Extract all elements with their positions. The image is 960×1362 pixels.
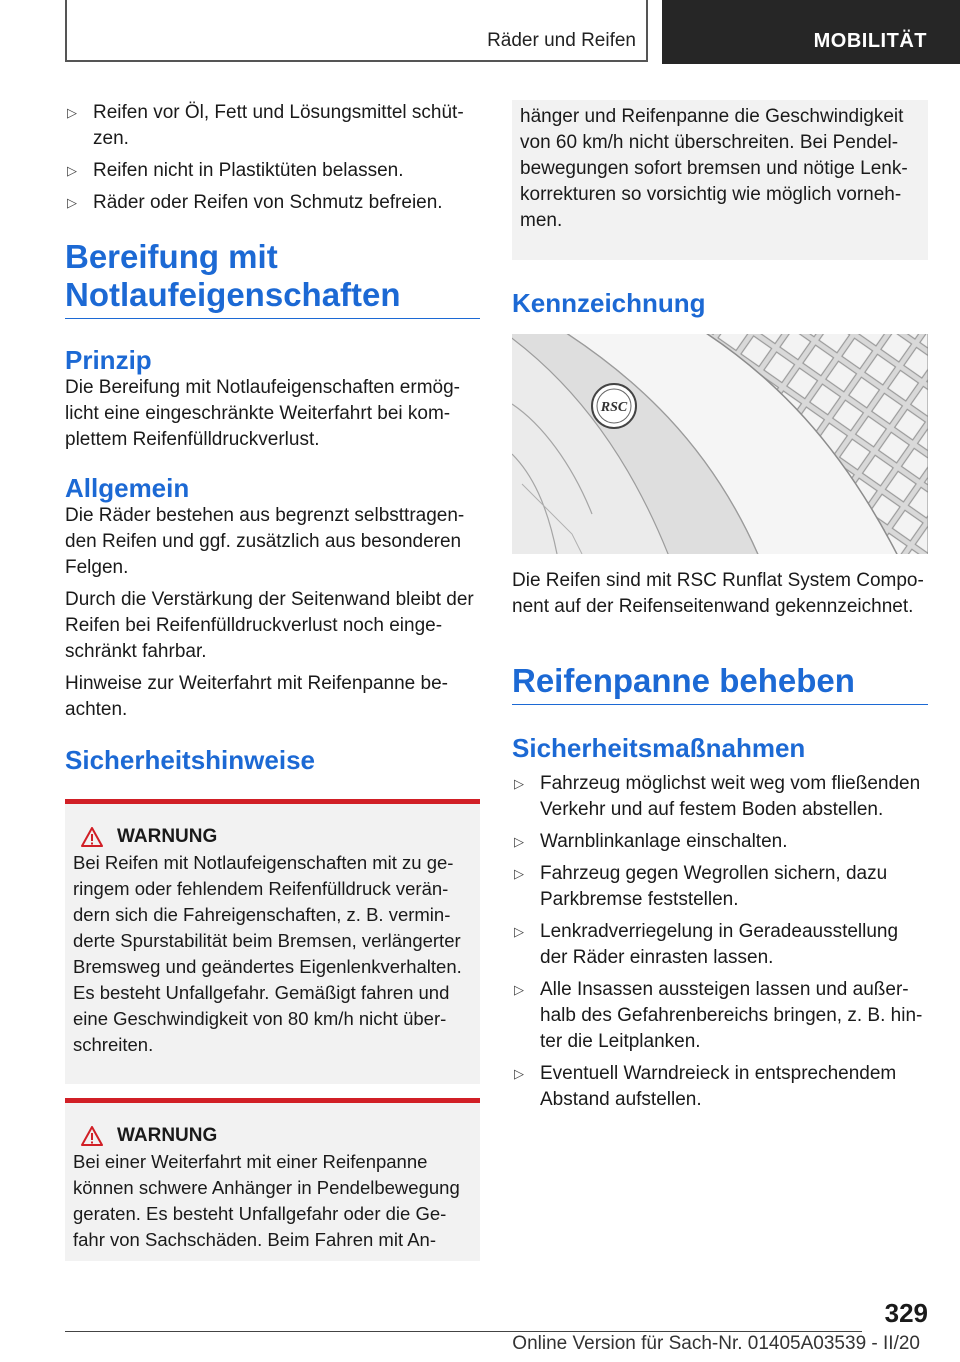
- warning-text-2: Bei einer Weiterfahrt mit einer Reifenpanne können schwere Anhänger in Pendelbewegung geraten. Es besteht Unfallgefahr oder die Ge-fahr von Sachschäden. Beim Fahren mit An-: [73, 1151, 460, 1250]
- triangle-bullet-icon: ▷: [514, 924, 524, 939]
- list-item: ▷ Alle Insassen aussteigen lassen und außer-halb des Gefahrenbereichs bringen, z. B. hin-ter die Leitplanken.: [514, 979, 923, 1052]
- footer-divider: [65, 1331, 862, 1332]
- triangle-bullet-icon: ▷: [67, 163, 77, 178]
- warning-box-2: [65, 1098, 480, 1261]
- warning-text-1: Bei Reifen mit Notlaufeigenschaften mit zu ge-ringem oder fehlendem Reifenfülldruck verän-dern sich die Fahreigenschaften, z. B. vermin-derte Spurstabilität beim Bremsen, verlängerter Bremsweg und geändertes Eigenlenkverhalten. Es besteht Unfallgefahr. Gemäßigt fahren und eine Geschwindigkeit von 80 km/h nicht über-schreiten.: [73, 852, 462, 1055]
- subheading-sicherheitsmassnahmen: Sicherheitsmaßnahmen: [512, 733, 806, 763]
- warning-text-2-continued: hänger und Reifenpanne die Geschwindigkeit von 60 km/h nicht überschreiten. Bei Pendel-bewegungen sofort bremsen und nötige Lenk-korrekturen so vorsichtig wie möglich vorneh-men.: [520, 106, 908, 231]
- tire-sidewall-illustration: [512, 334, 928, 554]
- subheading-prinzip: Prinzip: [65, 345, 152, 375]
- paragraph-allgemein-2: Durch die Verstärkung der Seitenwand bleibt der Reifen bei Reifenfülldruckverlust noch einge-schränkt fahrbar.: [65, 589, 474, 662]
- warning-triangle-icon: [81, 1126, 103, 1146]
- subheading-allgemein: Allgemein: [65, 473, 190, 503]
- triangle-bullet-icon: ▷: [514, 982, 524, 997]
- paragraph-allgemein-1: Die Räder bestehen aus begrenzt selbsttragen-den Reifen und ggf. zusätzlich aus besonderen Felgen.: [65, 505, 465, 578]
- triangle-bullet-icon: ▷: [514, 1066, 524, 1081]
- list-item: ▷ Räder oder Reifen von Schmutz befreien.: [65, 190, 480, 216]
- triangle-bullet-icon: ▷: [67, 105, 77, 120]
- care-bullet-list: [65, 100, 480, 216]
- list-item: ▷ Fahrzeug gegen Wegrollen sichern, dazu Parkbremse feststellen.: [514, 863, 888, 910]
- paragraph-kennzeichnung: Die Reifen sind mit RSC Runflat System Compo-nent auf der Reifenseitenwand gekennzeichnet.: [512, 570, 924, 617]
- warning-box-1: [65, 799, 480, 1084]
- page-number: 329: [884, 1298, 928, 1328]
- list-item: ▷ Warnblinkanlage einschalten.: [512, 829, 928, 855]
- warning-box-2-continued: [512, 100, 928, 260]
- footer-online-version: Online Version für Sach-Nr. 01405A03539 - II/20: [512, 1333, 920, 1354]
- triangle-bullet-icon: ▷: [514, 776, 524, 791]
- right-column: [512, 100, 928, 1119]
- list-item: ▷ Lenkradverriegelung in Geradeausstellung der Räder einrasten lassen.: [514, 921, 899, 968]
- warning-heading: WARNUNG: [73, 826, 472, 848]
- triangle-bullet-icon: ▷: [514, 866, 524, 881]
- subheading-sicherheitshinweise: Sicherheitshinweise: [65, 745, 315, 775]
- list-item: ▷ Reifen nicht in Plastiktüten belassen.: [65, 158, 480, 184]
- list-item: ▷ Reifen vor Öl, Fett und Lösungsmittel schüt-zen.: [67, 102, 464, 149]
- paragraph-allgemein-3: Hinweise zur Weiterfahrt mit Reifenpanne be-achten.: [65, 673, 448, 720]
- triangle-bullet-icon: ▷: [514, 834, 524, 849]
- warning-heading: WARNUNG: [73, 1125, 472, 1147]
- paragraph-prinzip: Die Bereifung mit Notlaufeigenschaften ermög-licht eine eingeschränkte Weiterfahrt bei kom-plettem Reifenfülldruckverlust.: [65, 377, 460, 450]
- header-chapter-tab: MOBILITÄT: [662, 0, 960, 64]
- subheading-kennzeichnung: Kennzeichnung: [512, 288, 706, 318]
- safety-steps-list: [512, 771, 928, 1113]
- triangle-bullet-icon: ▷: [67, 195, 77, 210]
- list-item: ▷ Fahrzeug möglichst weit weg vom fließenden Verkehr und auf festem Boden abstellen.: [514, 773, 921, 820]
- section-heading-reifenpanne: Reifenpanne beheben: [512, 662, 928, 705]
- left-column: [65, 100, 480, 1261]
- list-item: ▷ Eventuell Warndreieck in entsprechendem Abstand aufstellen.: [514, 1063, 897, 1110]
- header-section-title: Räder und Reifen: [487, 30, 636, 51]
- rsc-logo: RSC: [600, 400, 628, 415]
- section-heading-runflat: Bereifung mit Notlaufeigenschaften: [65, 238, 480, 319]
- warning-triangle-icon: [81, 827, 103, 847]
